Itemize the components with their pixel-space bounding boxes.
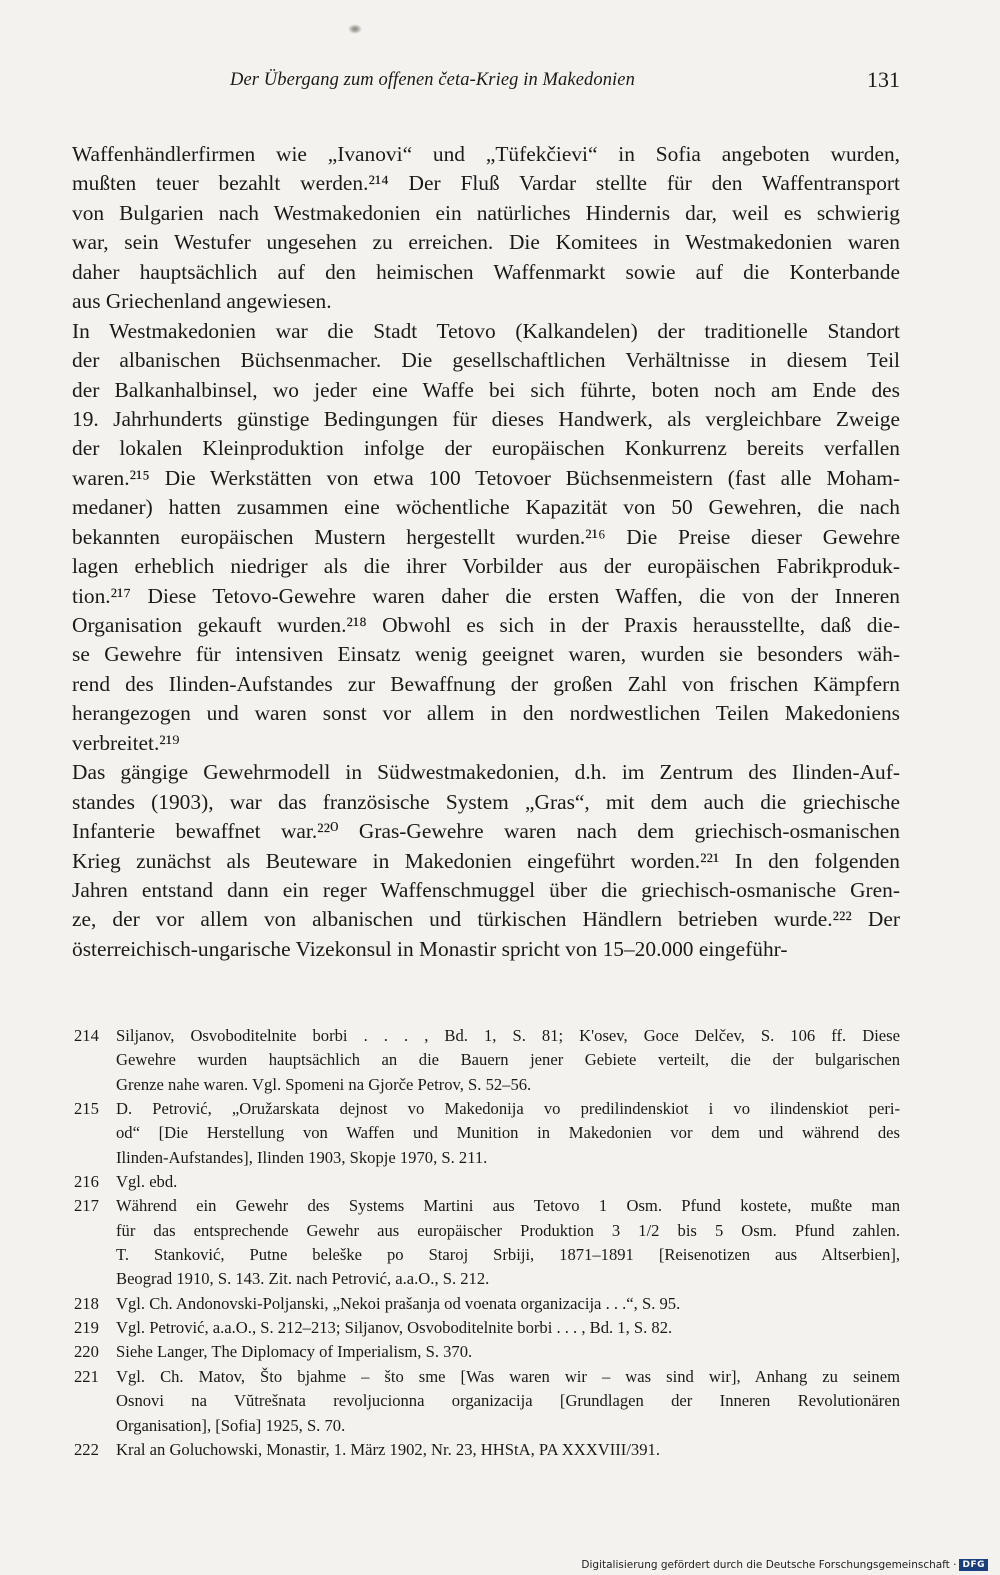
- footnote: [74, 1097, 900, 1170]
- footnote-line: od“ [Die Herstellung von Waffen und Munition in Makedonien vor dem und während des: [116, 1123, 900, 1143]
- footnote-line: für das entsprechende Gewehr aus europäischer Produktion 3 1/2 bis 5 Osm. Pfund zahlen.: [116, 1220, 900, 1240]
- body-text: [72, 140, 900, 964]
- body-line: lagen erheblich niedriger als die ihrer Vorbilder aus der europäischen Fabrikproduk-: [72, 554, 900, 579]
- body-line: tion.²¹⁷ Diese Tetovo-Gewehre waren daher die ersten Waffen, die von der Inneren: [72, 583, 900, 608]
- footnote-line: Siehe Langer, The Diplomacy of Imperialism, S. 370.: [116, 1342, 473, 1362]
- body-line: herangezogen und waren sonst vor allem in den nordwestlichen Teilen Makedoniens: [72, 701, 900, 726]
- body-line: medaner) hatten zusammen eine wöchentliche Kapazität von 50 Gewehren, die nach: [72, 495, 900, 520]
- footnote-number: 221: [74, 1366, 99, 1386]
- footnote-line: Vgl. Ch. Matov, Što bjahme – što sme [Was waren wir – was sind wir], Anhang zu seinem: [116, 1366, 900, 1386]
- body-line: österreichisch-ungarische Vizekonsul in Monastir spricht von 15–20.000 eingeführ-: [72, 936, 788, 961]
- body-line: der albanischen Büchsenmacher. Die gesellschaftlichen Verhältnisse in diesem Teil: [72, 348, 900, 373]
- body-line: standes (1903), war das französische System „Gras“, mit dem auch die griechische: [72, 789, 900, 814]
- page-header: [230, 67, 900, 100]
- body-line: Jahren entstand dann ein reger Waffenschmuggel über die griechisch-osmanische Gren-: [72, 877, 900, 902]
- body-line: von Bulgarien nach Westmakedonien ein natürliches Hindernis dar, weil es schwierig: [72, 200, 900, 225]
- body-line: aus Griechenland angewiesen.: [72, 289, 332, 314]
- footnote-line: Vgl. Petrović, a.a.O., S. 212–213; Siljanov, Osvoboditelnite borbi . . . , Bd. 1, S. 82.: [116, 1318, 673, 1338]
- footnote-line: Vgl. Ch. Andonovski-Poljanski, „Nekoi prašanja od voenata organizacija . . .“, S. 95.: [116, 1293, 681, 1313]
- footnote-line: Siljanov, Osvoboditelnite borbi . . . , Bd. 1, S. 81; K'osev, Goce Delčev, S. 106 ff. Diese: [116, 1026, 900, 1045]
- running-title: Der Übergang zum offenen četa-Krieg in Makedonien: [230, 70, 635, 90]
- footnote-number: 216: [74, 1172, 99, 1192]
- footnote-line: Beograd 1910, S. 143. Zit. nach Petrović, a.a.O., S. 212.: [116, 1269, 490, 1289]
- body-line: daher hauptsächlich auf den heimischen Waffenmarkt sowie auf die Konterbande: [72, 259, 900, 284]
- body-line: bekannten europäischen Mustern hergestellt wurden.²¹⁶ Die Preise dieser Gewehre: [72, 524, 900, 549]
- body-line: In Westmakedonien war die Stadt Tetovo (Kalkandelen) der traditionelle Standort: [72, 318, 900, 343]
- footnote-number: 222: [74, 1439, 99, 1459]
- footnote-line: Während ein Gewehr des Systems Martini aus Tetovo 1 Osm. Pfund kostete, mußte man: [116, 1196, 900, 1216]
- footnote-number: 218: [74, 1293, 99, 1313]
- body-line: rend des Ilinden-Aufstandes zur Bewaffnung der großen Zahl von frischen Kämpfern: [72, 671, 900, 696]
- footnote: [74, 1170, 900, 1194]
- footnote-line: T. Stanković, Putne beleške po Staroj Srbiji, 1871–1891 [Reisenotizen aus Altserbien],: [116, 1245, 900, 1265]
- body-line: se Gewehre für intensiven Einsatz wenig geeignet waren, wurden sie besonders wäh-: [72, 642, 900, 667]
- footnote-line: Ilinden-Aufstandes], Ilinden 1903, Skopje 1970, S. 211.: [116, 1147, 488, 1167]
- footnote: [74, 1340, 900, 1364]
- footnote-number: 215: [74, 1099, 99, 1119]
- body-line: 19. Jahrhunderts günstige Bedingungen für dieses Handwerk, als vergleichbare Zweige: [72, 406, 900, 431]
- body-line: Infanterie bewaffnet war.²²⁰ Gras-Gewehre waren nach dem griechisch-osmanischen: [72, 819, 900, 844]
- footnote: [74, 1292, 900, 1316]
- footnote-line: Grenze nahe waren. Vgl. Spomeni na Gjorče Petrov, S. 52–56.: [116, 1074, 532, 1094]
- footnotes: [74, 1024, 900, 1462]
- scan-artifact: [348, 24, 362, 34]
- footnote-line: D. Petrović, „Oružarskata dejnost vo Makedonija vo predilindenskiot i vo ilindenskiot peri-: [116, 1099, 900, 1119]
- footnote-line: Kral an Goluchowski, Monastir, 1. März 1902, Nr. 23, HHStA, PA XXXVIII/391.: [116, 1439, 660, 1459]
- body-line: waren.²¹⁵ Die Werkstätten von etwa 100 Tetovoer Büchsenmeistern (fast alle Moham-: [72, 465, 900, 490]
- body-line: Organisation gekauft wurden.²¹⁸ Obwohl es sich in der Praxis herausstellte, daß die-: [72, 613, 900, 637]
- footnote: [74, 1365, 900, 1438]
- footnote-number: 219: [74, 1318, 99, 1338]
- body-line: war, sein Westufer ungesehen zu erreichen. Die Komitees in Westmakedonien waren: [72, 230, 900, 255]
- page-number: 131: [867, 67, 900, 92]
- dfg-logo: DFG: [959, 1559, 988, 1571]
- footnote-line: Vgl. ebd.: [116, 1172, 178, 1192]
- footnote-line: Gewehre wurden hauptsächlich an die Bauern jener Gebiete verteilt, die der bulgarischen: [116, 1050, 900, 1070]
- credit-text: Digitalisierung gefördert durch die Deutsche Forschungsgemeinschaft ·: [581, 1559, 957, 1571]
- footnote-number: 217: [74, 1196, 99, 1216]
- body-line: verbreitet.²¹⁹: [72, 730, 180, 755]
- footnote-line: Osnovi na Vŭtrešnata revoljucionna organizacija [Grundlagen der Inneren Revolutionären: [116, 1391, 900, 1411]
- body-line: mußten teuer bezahlt werden.²¹⁴ Der Fluß Vardar stellte für den Waffentransport: [72, 171, 900, 196]
- footnote-number: 220: [74, 1342, 99, 1362]
- body-line: der lokalen Kleinproduktion infolge der europäischen Konkurrenz bereits verfallen: [72, 436, 900, 461]
- footnote: [74, 1194, 900, 1291]
- body-line: Krieg zunächst als Beuteware in Makedonien eingeführt worden.²²¹ In den folgenden: [72, 848, 900, 873]
- footnote: [74, 1316, 900, 1340]
- footnote-number: 214: [74, 1026, 99, 1045]
- footnote-line: Organisation], [Sofia] 1925, S. 70.: [116, 1415, 346, 1435]
- body-line: der Balkanhalbinsel, wo jeder eine Waffe bei sich führte, boten noch am Ende des: [72, 377, 900, 402]
- footnote: [74, 1438, 900, 1462]
- body-line: Das gängige Gewehrmodell in Südwestmakedonien, d.h. im Zentrum des Ilinden-Auf-: [72, 760, 900, 785]
- digitization-credit: [581, 1559, 988, 1571]
- footnote: [74, 1024, 900, 1097]
- body-line: ze, der vor allem von albanischen und türkischen Händlern betrieben wurde.²²² Der: [72, 907, 900, 932]
- body-line: Waffenhändlerfirmen wie „Ivanovi“ und „Tüfekčievi“ in Sofia angeboten wurden,: [72, 142, 900, 166]
